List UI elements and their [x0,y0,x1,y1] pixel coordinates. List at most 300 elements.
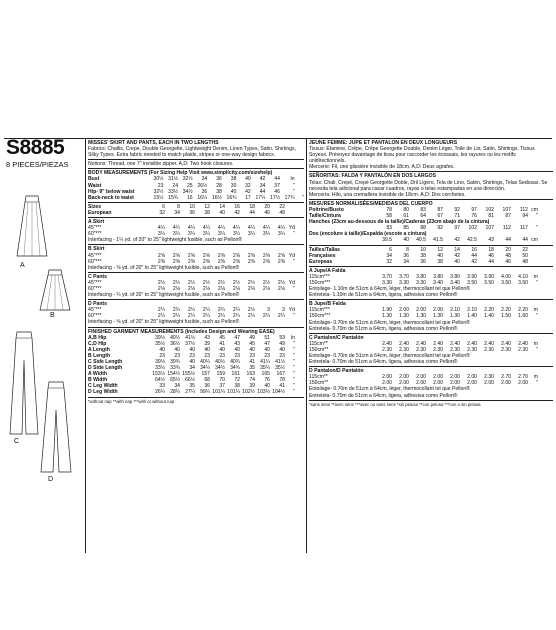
table-cell: 3¼ [232,231,240,238]
table-cell: 3.40 [433,279,443,286]
size-row [309,259,528,265]
divider-line [88,244,304,245]
table-cell: 2½ [202,279,210,286]
table-cell: 2.40 [416,340,426,347]
table-cell: 2.00 [484,380,494,387]
table-cell: 2.00 [416,374,426,381]
size-cell: 6 [389,246,392,253]
table-cell: 42 [259,176,266,183]
table-cell: 40 [174,346,180,353]
table-cell: 40 [159,346,165,353]
table-cell: 92 [454,206,460,213]
table-cell: 99¼ [200,389,210,396]
size-cell: 10 [189,203,195,210]
size-cell: 10 [420,246,426,253]
table-cell: 4¼ [262,225,270,232]
measurement-table [309,341,538,353]
row-label: Hanches (23cm au-dessous de la taille)/Caderas (23cm abajo de la cintura) [309,219,490,226]
table-cell: 154½ [167,371,180,378]
table-cell: 2½ [172,279,180,286]
table-cell: 41¼ [260,359,270,365]
table-cell: 15½ [153,194,164,201]
table-cell: 117 [519,225,528,232]
table-cell: 3.30 [416,279,426,286]
table-cell: 2.30 [484,374,494,381]
table-cell: 2.40 [467,340,477,347]
row-label: 115cm** [309,340,328,347]
table-cell: 2.30 [484,346,494,353]
table-cell: 2⅝ [247,252,255,259]
table-cell: 17¼ [255,194,266,201]
size-cell: 36 [420,258,426,265]
table-cell: 102 [485,206,494,213]
size-label: Tailles/Tallas [309,246,340,253]
table-cell: 87 [505,213,511,220]
row-label: 60"*** [88,231,102,238]
table-cell: 25 [186,182,193,189]
unit-cell: " [293,231,295,238]
row-label: Hip- 9" below waist [88,188,135,195]
table-cell: 40¼ [200,359,210,365]
table-cell: 45 [219,334,225,341]
table-cell: 2.30 [467,346,477,353]
table-cell: 1.40 [467,313,477,320]
size-cell: 44 [488,258,494,265]
table-cell: 37 [219,383,225,390]
table-cell: 2.10 [450,307,460,314]
table-cell: 43 [488,237,494,244]
table-cell: 2.00 [518,380,528,387]
table-cell: 66½ [185,377,195,384]
table-cell: 2⅛ [247,285,255,292]
table-row [309,237,538,243]
table-cell: 28¼ [170,389,180,396]
table-cell: 53 [279,334,285,341]
table-cell: 23 [234,352,240,359]
table-cell: 2.00 [433,307,443,314]
table-cell: 2.00 [416,380,426,387]
table-cell: 1.90 [382,307,392,314]
table-cell: 2.00 [399,307,409,314]
table-cell: 2⅛ [232,285,240,292]
measurement-table [309,274,538,286]
table-cell: 3.70 [399,273,409,280]
table-cell: 2¼ [262,313,270,320]
table-cell: 36 [216,176,222,183]
table-cell: 39.5 [382,237,392,244]
table-cell: 2¼ [232,307,240,314]
divider-line [88,272,304,273]
table-cell: 40 [403,237,409,244]
table-cell: 2¼ [187,307,195,314]
table-cell: 40 [249,346,255,353]
divider-line [88,217,304,218]
divider-line [88,327,304,328]
mercerie-text: Mercerie: Fil, une glissière invisible de 18cm. A,D: Deux agrafes. [309,164,455,171]
table-cell: 41.5 [433,237,443,244]
table-cell: 3¼ [202,231,210,238]
unit-cell: " [293,383,295,390]
table-cell: 2⅝ [232,252,240,259]
row-label: 60"*** [88,285,102,292]
table-cell: 2.00 [467,380,477,387]
table-cell: 112 [519,206,528,213]
table-cell: 41 [279,383,285,390]
table-cell: 165 [261,371,270,378]
table-cell: 40 [264,383,270,390]
size-label: Sizes [88,203,102,210]
measurement-table [88,176,304,200]
entretela-text: Entretela- 0.70m de 51cm a 64cm, ligera, adhesiva como Pellon® [309,325,458,332]
size-cell: 42 [454,252,460,259]
row-label: A Width [88,371,108,378]
entretela-text: Entretela- 0.70m de 51cm a 64cm, ligera, adhesiva como Pellon® [309,392,458,399]
table-cell: 2.30 [450,346,460,353]
measurement-table [309,237,538,243]
merceria-text: Mercería: Hilo, una cremallera invisible de 18cm. A,D: Dos corchetes. [309,191,466,198]
table-cell: 2⅝ [217,252,225,259]
table-cell: 33½ [155,365,165,372]
row-label: Bust [88,176,100,183]
table-cell: 45 [249,340,255,347]
row-label: A Length [88,346,110,353]
table-cell: 2⅜ [262,258,270,265]
table-cell: 87 [437,206,443,213]
measurement-table [88,335,295,396]
size-cell: 22 [279,203,285,210]
unit-cell: " [536,279,538,286]
table-cell: 35¼ [260,365,270,372]
view-label-a: A [20,262,25,269]
table-cell: 33¾ [170,365,180,372]
table-cell: 2.00 [399,380,409,387]
table-cell: 40 [189,359,195,365]
table-cell: 2⅜ [247,258,255,265]
row-label: Poitrine/Busto [309,206,344,213]
size-cell: 12 [204,203,210,210]
table-cell: 41½ [275,359,285,365]
size-row [88,210,285,216]
table-cell: 2¼ [202,307,210,314]
size-cell: 20 [264,203,270,210]
table-cell: 85 [403,225,409,232]
table-cell: 36½ [170,340,180,347]
view-heading: A Jupe/A Falda [309,267,346,274]
unit-cell: " [293,389,295,396]
row-label: 150cm*** [309,279,331,286]
table-cell: 51 [264,334,270,341]
size-cell: 36 [403,252,409,259]
telas-text: Telas: Chali, Crepé, Crepé Georgette Doble, Dril Ligero, Tela de Lino, Satén, Shirtings, Telas Sedosas. Se necesita tela adicional para casar cuadros, rayas o telas estampadas en una dirección. [309,179,548,192]
size-cell: 46 [488,252,494,259]
table-cell: 76 [471,213,477,220]
table-cell: 2.00 [433,380,443,387]
table-cell: 3 [282,307,285,314]
unit-cell: " [293,340,295,347]
interfacing-text: Interfacing - ¼ yd. of 20" to 25" lightweight fusible, such as Pellon® [88,292,240,299]
size-cell: 50 [522,252,528,259]
sketch-view-c [8,330,40,436]
table-cell: 65½ [170,377,180,384]
unit-cell: Yd [288,307,295,314]
table-cell: 24 [172,182,179,189]
table-cell: 112 [502,225,511,232]
table-cell: 40 [279,346,285,353]
size-cell: 22 [522,246,528,253]
size-cell: 34 [403,258,409,265]
view-heading: D Pantalon/D Pantalón [309,368,364,375]
table-cell: 167 [276,371,285,378]
body-measurements-heading: BODY MEASUREMENTS (For Sizing Help Visit www.simplicity.com/sizehelp) [88,170,273,177]
table-cell: 34¼ [200,365,210,372]
entretela-text: Entretela- 1.10m de 51cm a 64cm, ligera, adhesiva como Pellon® [309,292,458,299]
row-label: B Length [88,352,111,359]
table-cell: 103½ [257,389,270,396]
unit-cell: " [293,285,295,292]
entoilage-text: Entoilage- 0.70m de 51cm à 64cm, léger, thermocollant tel que Pellon® [309,319,470,326]
table-cell: 16½ [211,194,222,201]
size-cell: 12 [437,246,443,253]
table-cell: 67 [437,213,443,220]
table-cell: 33 [159,383,165,390]
table-cell: 2.30 [416,346,426,353]
table-cell: 1.30 [416,313,426,320]
table-cell: 3¼ [217,231,225,238]
table-cell: 2⅜ [217,258,225,265]
table-cell: 4¼ [217,225,225,232]
table-cell: 2⅝ [157,252,165,259]
table-cell: 34½ [182,188,193,195]
table-cell: 23 [189,352,195,359]
table-cell: 39 [204,340,210,347]
size-cell: 8 [406,246,409,253]
table-cell: 23 [264,352,270,359]
table-cell: 2.70 [501,374,511,381]
top-border [4,138,552,139]
table-cell: 35½ [155,340,165,347]
table-cell: 3¼ [247,231,255,238]
table-cell: 41 [219,340,225,347]
divider-line [309,366,553,367]
table-cell: 41½ [185,334,195,341]
size-cell: 40 [454,258,460,265]
table-cell: 101¼ [212,389,225,396]
size-cell: 40 [219,209,225,216]
table-cell: 80 [403,206,409,213]
unit-cell: Yd [288,225,295,232]
table-cell: 81 [488,213,494,220]
table-cell: 30 [230,182,237,189]
row-label: B Width [88,377,108,384]
table-cell: 32½ [153,188,164,195]
table-cell: 17¾ [284,194,295,201]
pattern-number: S8885 [6,136,65,159]
table-cell: 3¼ [157,231,165,238]
table-cell: 76 [264,377,270,384]
table-cell: 4.00 [501,273,511,280]
table-cell: 23 [157,182,164,189]
table-cell: 72 [234,377,240,384]
table-cell: 3.90 [484,273,494,280]
table-cell: 2½ [277,279,285,286]
row-label: 150cm*** [309,313,331,320]
table-cell: 17 [245,194,251,201]
table-cell: 30½ [153,176,164,183]
table-cell: 1.60 [518,313,528,320]
table-cell: 4.10 [518,273,528,280]
row-label: 45"*** [88,225,102,232]
unit-cell: " [536,213,538,220]
table-cell: 2¼ [172,307,180,314]
unit-cell: " [293,352,295,359]
size-cell: 8 [177,203,180,210]
unit-cell: " [293,313,295,320]
size-cell: 44 [249,209,255,216]
unit-cell: Yd [288,279,295,286]
table-cell: 70 [219,377,225,384]
table-cell: 3.50 [518,279,528,286]
size-cell: 32 [386,258,392,265]
table-cell: 2⅛ [187,285,195,292]
table-cell: 2⅛ [262,285,270,292]
table-cell: 2.20 [518,307,528,314]
table-cell: 16¾ [226,194,237,201]
table-cell: 36 [201,188,208,195]
divider-line [309,333,553,334]
table-cell: 32½ [182,176,193,183]
size-cell: 14 [454,246,460,253]
mesures-heading: MESURES NORMALISÉES/MEDIDAS DEL CUERPO [309,200,433,207]
table-row [88,195,304,201]
table-cell: 83 [420,206,426,213]
table-cell: 2⅜ [157,258,165,265]
size-cell: 42 [234,209,240,216]
table-cell: 40.5 [416,237,426,244]
table-cell: 2.20 [501,307,511,314]
table-cell: 2½ [157,279,165,286]
row-label: C,D Hip [88,340,107,347]
table-cell: 88 [420,225,426,232]
table-cell: 97 [471,206,477,213]
table-cell: 102½ [242,389,255,396]
table-cell: 2½ [262,279,270,286]
table-cell: 107 [502,206,511,213]
divider-line [309,400,553,401]
table-cell: 2.40 [450,340,460,347]
table-cell: 40 [230,188,237,195]
table-cell: 2½ [232,279,240,286]
entoilage-text: Entoilage- 0.70m de 51cm à 64cm, léger, thermocollant tel que Pellon® [309,353,470,359]
table-cell: 26½ [197,182,208,189]
table-cell: 2⅛ [277,285,285,292]
table-cell: 2.40 [501,340,511,347]
table-cell: 2¼ [247,313,255,320]
size-cell: 48 [522,258,528,265]
table-cell: 38 [230,176,237,183]
size-cell: 40 [437,252,443,259]
table-cell: 40½ [170,334,180,341]
table-cell: 101¼ [227,389,240,396]
table-cell: 46 [274,188,280,195]
divider-line [309,266,553,267]
table-cell: 3.70 [382,273,392,280]
row-label: Taille/Cintura [309,213,341,220]
table-cell: 4¼ [172,225,180,232]
table-cell: 43 [204,334,210,341]
table-cell: 34½ [215,365,225,372]
unit-cell: " [292,188,295,195]
table-cell: 15¾ [168,194,179,201]
table-cell: 40 [264,346,270,353]
view-label-c: C [14,438,20,445]
table-cell: 23 [279,352,285,359]
table-cell: 40 [234,346,240,353]
table-cell: 23 [174,352,180,359]
table-cell: 71 [454,213,460,220]
divider-line [309,245,553,246]
table-cell: 4¼ [187,225,195,232]
table-cell: 83 [386,225,392,232]
table-cell: 2.00 [399,374,409,381]
table-cell: 39 [249,383,255,390]
table-cell: 2¼ [217,307,225,314]
table-cell: 2⅛ [202,285,210,292]
table-cell: 2.00 [382,380,392,387]
view-label-b: B [50,312,55,319]
table-cell: 2⅝ [277,252,285,259]
unit-cell: In [290,176,295,183]
table-cell: 2.00 [433,374,443,381]
size-cell: 38 [204,209,210,216]
table-cell: 102 [468,225,477,232]
sketch-view-d [40,380,74,474]
table-cell: 2.30 [518,346,528,353]
table-cell: 3.40 [450,279,460,286]
size-cell: 38 [420,252,426,259]
unit-cell: m [533,374,538,381]
row-label: 60"*** [88,258,102,265]
table-cell: 39¾ [170,359,180,365]
table-cell: 47 [234,334,240,341]
table-cell: 78 [279,377,285,384]
unit-cell: " [302,194,304,201]
measurement-table [88,253,295,265]
size-cell: 36 [189,209,195,216]
measurement-table [309,307,538,319]
table-cell: 35 [249,365,255,372]
english-title: MISSES' SKIRT AND PANTS, EACH IN TWO LENGTHS [88,140,219,146]
fabrics-text: Fabrics: Challis, Crepe, Double Georgette, Lightweight Denim, Linen Types, Satin, Shirtings, Silky Types. Extra fabric needed to match plaids, stripes or one-way design fabrics. [88,146,297,159]
table-cell: 2½ [247,279,255,286]
table-cell: 35½ [275,365,285,372]
table-cell: 49 [279,340,285,347]
table-cell: 44 [274,176,280,183]
table-cell: 2⅝ [202,252,210,259]
unit-cell: " [293,258,295,265]
table-cell: 2⅜ [202,258,210,265]
table-cell: 2.00 [501,380,511,387]
table-cell: 104½ [272,389,285,396]
table-cell: 3¼ [187,231,195,238]
size-cell: 48 [279,209,285,216]
table-cell: 97 [454,225,460,232]
table-cell: 161 [231,371,240,378]
table-cell: 2.10 [467,307,477,314]
table-cell: 31½ [168,176,179,183]
table-cell: 39½ [155,334,165,341]
size-cell: 46 [264,209,270,216]
unit-cell: In [290,334,295,341]
